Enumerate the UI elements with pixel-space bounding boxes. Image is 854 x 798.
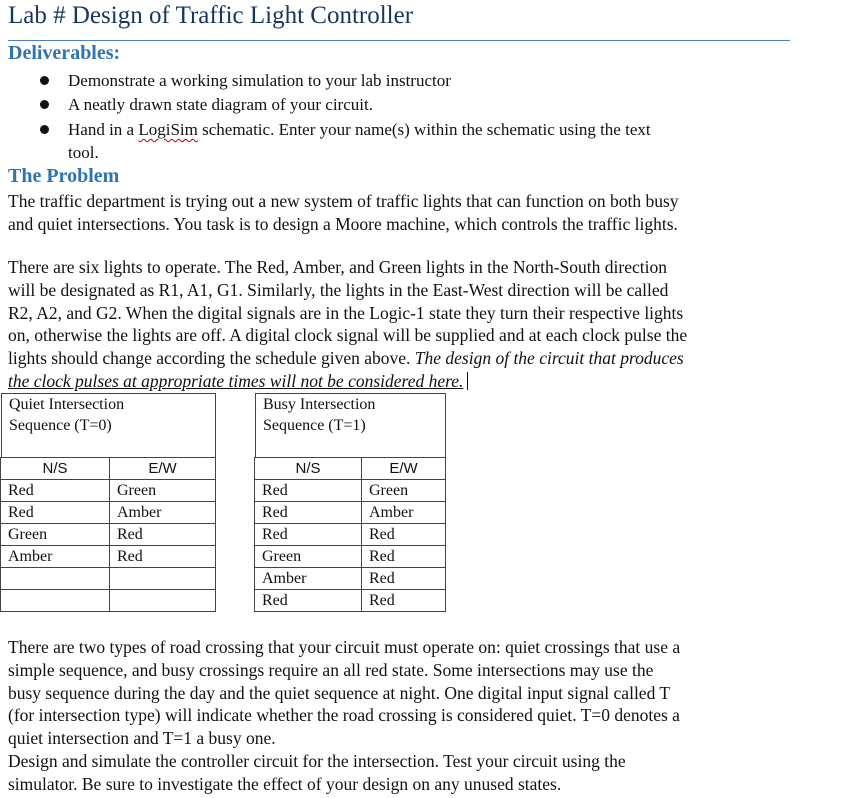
table-cell [1,590,110,612]
table-cell: Red [110,546,216,568]
deliverables-heading: Deliverables: [8,42,121,64]
busy-sequence-table [254,457,446,612]
table-cell: Red [255,524,362,546]
table-cell [110,568,216,590]
table-cell: Red [1,502,110,524]
text-line: will be designated as R1, A1, G1. Similarly, the lights in the East-West direction will be called [8,279,669,300]
title-underline [8,40,790,41]
table-row [1,524,216,546]
table-row [255,590,446,612]
table-cell: Red [255,480,362,502]
deliverable-item [68,118,651,141]
table-row [1,590,216,612]
table-cell [1,568,110,590]
table-cell: Red [1,480,110,502]
table-cell: Amber [110,502,216,524]
text-run-italic: The design of the circuit that produces [414,348,684,369]
column-header: E/W [110,458,216,480]
spellcheck-flagged-word: LogiSim [138,120,198,139]
caption-line: Sequence (T=1) [263,417,366,434]
text-line: and quiet intersections. You task is to design a Moore machine, which controls the traffic lights. [8,213,678,234]
table-row [255,546,446,568]
text-line: simple sequence, and busy crossings require an all red state. Some intersections may use the [8,659,654,680]
text-line: There are two types of road crossing that your circuit must operate on: quiet crossings that use a [8,637,681,657]
document-title: Lab # Design of Traffic Light Controller [8,2,414,29]
text-run: lights should change according the schedule given above. [8,348,415,369]
table-row [1,546,216,568]
text-line: simulator. Be sure to investigate the effect of your design on any unused states. [8,773,562,794]
quiet-sequence-table [0,457,216,612]
closing-paragraphs [8,636,680,796]
text-line [8,347,687,370]
table-cell: Amber [255,568,362,590]
table-cell: Red [362,546,446,568]
column-header: N/S [255,458,362,480]
text-line [8,370,687,393]
column-header: E/W [362,458,446,480]
deliverable-item: A neatly drawn state diagram of your circuit. [68,95,373,114]
table-cell: Red [110,524,216,546]
bullet-icon [40,125,49,134]
text-run-italic-underlined: the clock pulses at appropriate times will not be considered here. [8,370,464,391]
table-cell: Red [255,502,362,524]
quiet-sequence-caption [1,393,216,458]
text-line: R2, A2, and G2. When the digital signals are in the Logic-1 state they turn their respective lights [8,302,684,323]
deliverable-item: Demonstrate a working simulation to your lab instructor [68,71,451,90]
table-row [1,502,216,524]
problem-heading: The Problem [8,165,120,187]
text-line: There are six lights to operate. The Red, Amber, and Green lights in the North-South direction [8,257,667,277]
deliverable-item-text: Hand in a [68,120,139,139]
text-line: quiet intersection and T=1 a busy one. [8,728,276,749]
table-row [255,502,446,524]
table-row [1,480,216,502]
table-cell: Amber [1,546,110,568]
table-row [1,568,216,590]
text-line: The traffic department is trying out a new system of traffic lights that can function on both busy [8,191,679,211]
table-cell [110,590,216,612]
table-cell: Amber [362,502,446,524]
caption-line: Busy Intersection [263,396,376,413]
text-line: (for intersection type) will indicate whether the road crossing is considered quiet. T=0 denotes a [8,705,680,726]
deliverable-item-text: schematic. Enter your name(s) within the schematic using the text [197,120,651,139]
table-cell: Red [362,590,446,612]
table-row [255,524,446,546]
table-cell: Red [362,568,446,590]
problem-paragraph-2 [8,256,687,393]
table-row [255,568,446,590]
table-cell: Red [255,590,362,612]
text-line: Design and simulate the controller circuit for the intersection. Test your circuit using the [8,750,626,771]
bullet-icon [40,100,49,109]
caption-line: Quiet Intersection [9,396,125,413]
table-cell: Green [1,524,110,546]
text-cursor[interactable] [467,372,468,390]
deliverable-item-continuation: tool. [68,143,99,162]
text-line: on, otherwise the lights are off. A digital clock signal will be supplied and at each clock pulse the [8,325,688,346]
bullet-icon [40,76,49,85]
text-line: busy sequence during the day and the quiet sequence at night. One digital input signal called T [8,682,671,703]
table-cell: Red [362,524,446,546]
caption-line: Sequence (T=0) [9,417,112,434]
table-cell: Green [362,480,446,502]
table-cell: Green [255,546,362,568]
table-cell: Green [110,480,216,502]
table-row [255,480,446,502]
column-header: N/S [1,458,110,480]
problem-paragraph-1 [8,190,679,236]
busy-sequence-caption [255,393,446,458]
